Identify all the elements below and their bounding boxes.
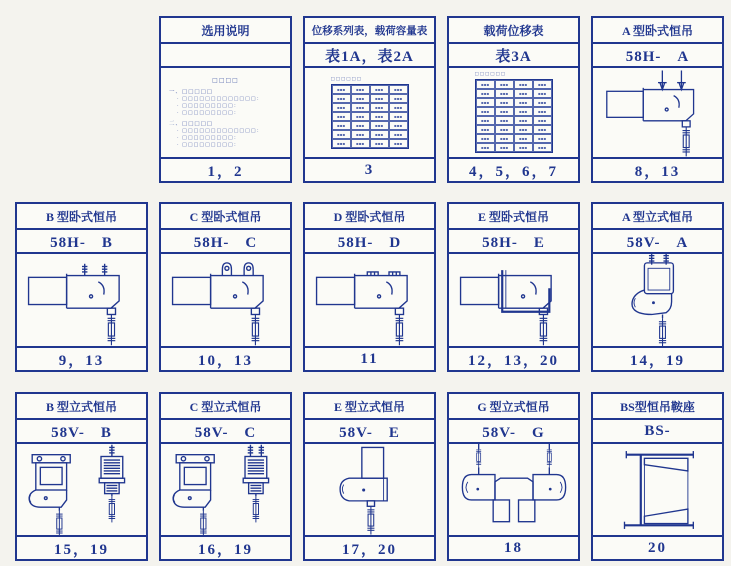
- cell-title: C 型卧式恒吊: [161, 204, 290, 230]
- drawing-vertical-hanger-a: [596, 254, 720, 346]
- cell-title: C 型立式恒吊: [161, 394, 290, 420]
- drawing-area: [449, 254, 578, 346]
- preview-line: · □□□□□□□□□：: [177, 134, 240, 141]
- cell-model-code: 58V- E: [305, 420, 434, 444]
- drawing-area: [305, 444, 434, 535]
- cell-title: D 型卧式恒吊: [305, 204, 434, 230]
- cell-model-code: 58H- B: [17, 230, 146, 254]
- cell-selection-notes: [159, 16, 292, 183]
- drawing-area: [593, 254, 722, 346]
- cell-title: 载荷位移表: [449, 18, 578, 44]
- drawing-area: [17, 444, 146, 535]
- preview-line: · □□□□□□□□□：: [177, 109, 240, 116]
- cell-page-numbers: 15，19: [17, 535, 146, 559]
- cell-page-numbers: 3: [305, 157, 434, 181]
- drawing-vertical-hanger-g-trapeze: [451, 444, 577, 535]
- drawing-area: [161, 444, 290, 535]
- cell-title: BS型恒吊鞍座: [593, 394, 722, 420]
- drawing-horizontal-hanger-a: [596, 68, 720, 157]
- mini-table-preview: □□□□□□ ▪▪▪ ▪▪▪ ▪▪▪ ▪▪▪ ▪▪▪ ▪▪▪ ▪▪▪ ▪▪▪ ▪▪▪ ▪▪▪ ▪▪▪ ▪▪▪ ▪▪▪ ▪▪▪ ▪▪▪ ▪▪▪ ▪▪▪ ▪▪▪ ▪▪▪ ▪▪▪ ▪▪▪ ▪▪▪ ▪▪▪ ▪▪▪ ▪▪▪ ▪▪▪ ▪▪▪ ▪▪▪ ▪▪▪ ▪▪▪ ▪▪▪ ▪▪▪: [475, 72, 553, 153]
- row-1: [15, 16, 731, 183]
- cell-58v-g: [447, 392, 580, 561]
- cell-page-numbers: 4，5，6，7: [449, 157, 578, 181]
- cell-page-numbers: 9，13: [17, 346, 146, 370]
- drawing-area: [593, 444, 722, 535]
- cell-table-ref: 表1A，表2A: [305, 44, 434, 68]
- drawing-area: [17, 254, 146, 346]
- preview-line: · □□□□□□□□□：: [177, 102, 240, 109]
- cell-page-numbers: 12，13，20: [449, 346, 578, 370]
- row-3: [15, 392, 731, 561]
- drawing-horizontal-hanger-b: [20, 254, 144, 346]
- mini-table-preview: □□□□□□ ▪▪▪ ▪▪▪ ▪▪▪ ▪▪▪ ▪▪▪ ▪▪▪ ▪▪▪ ▪▪▪ ▪▪▪ ▪▪▪ ▪▪▪ ▪▪▪ ▪▪▪ ▪▪▪ ▪▪▪ ▪▪▪ ▪▪▪ ▪▪▪ ▪▪▪ ▪▪▪ ▪▪▪ ▪▪▪ ▪▪▪ ▪▪▪ ▪▪▪ ▪▪▪ ▪▪▪ ▪▪▪: [331, 77, 409, 149]
- cell-title: G 型立式恒吊: [449, 394, 578, 420]
- cell-model-code: 58V- B: [17, 420, 146, 444]
- cell-58h-e: [447, 202, 580, 372]
- drawing-vertical-hanger-c-two-views: [163, 444, 289, 535]
- preview-heading-2: 二、□□□□□: [169, 120, 213, 127]
- row-2: [15, 202, 731, 372]
- cell-model-code: 58H- D: [305, 230, 434, 254]
- cell-page-numbers: 16，19: [161, 535, 290, 559]
- cell-bs-saddle: [591, 392, 724, 561]
- cell-title: E 型立式恒吊: [305, 394, 434, 420]
- cell-model-code: 58V- A: [593, 230, 722, 254]
- cell-58v-a: [591, 202, 724, 372]
- cell-58h-a: [591, 16, 724, 183]
- table-preview-3a: [449, 68, 578, 157]
- cell-load-displacement-table: [447, 16, 580, 183]
- cell-model-code: 58H- C: [161, 230, 290, 254]
- drawing-area: [449, 444, 578, 535]
- preview-heading-1: 一、□□□□□: [169, 88, 213, 95]
- drawing-area: [305, 254, 434, 346]
- cell-58h-c: [159, 202, 292, 372]
- drawing-vertical-hanger-b-two-views: [19, 444, 145, 535]
- cell-title: E 型卧式恒吊: [449, 204, 578, 230]
- cell-displacement-load-tables: [303, 16, 436, 183]
- preview-line: · □□□□□□□□□□□□□：: [177, 127, 263, 134]
- cell-table-ref: 表3A: [449, 44, 578, 68]
- cell-58v-b: [15, 392, 148, 561]
- cell-title: A 型立式恒吊: [593, 204, 722, 230]
- cell-58v-c: [159, 392, 292, 561]
- cell-title: B 型立式恒吊: [17, 394, 146, 420]
- cell-model-code: [161, 44, 290, 68]
- cell-model-code: 58V- G: [449, 420, 578, 444]
- cell-model-code: 58H- E: [449, 230, 578, 254]
- cell-page-numbers: 20: [593, 535, 722, 559]
- cell-page-numbers: 14，19: [593, 346, 722, 370]
- selection-notes-preview: [161, 68, 290, 157]
- drawing-vertical-hanger-e: [308, 444, 432, 535]
- cell-58h-b: [15, 202, 148, 372]
- cell-page-numbers: 1，2: [161, 157, 290, 181]
- cell-page-numbers: 11: [305, 346, 434, 370]
- drawing-horizontal-hanger-d: [308, 254, 432, 346]
- preview-line: · □□□□□□□□□：: [177, 141, 240, 148]
- cell-model-code: 58V- C: [161, 420, 290, 444]
- cell-page-numbers: 8，13: [593, 157, 722, 181]
- drawing-bs-saddle: [596, 444, 720, 535]
- drawing-area: [161, 254, 290, 346]
- table-preview-1a-2a: [305, 68, 434, 157]
- cell-58v-e: [303, 392, 436, 561]
- cell-58h-d: [303, 202, 436, 372]
- cell-page-numbers: 18: [449, 535, 578, 559]
- cell-page-numbers: 17，20: [305, 535, 434, 559]
- drawing-area: [593, 68, 722, 157]
- cell-model-code: BS-: [593, 420, 722, 444]
- drawing-horizontal-hanger-c: [164, 254, 288, 346]
- cell-title: 位移系列表，载荷容量表: [305, 18, 434, 44]
- cell-title: 选用说明: [161, 18, 290, 44]
- preview-line: · □□□□□□□□□□□□□：: [177, 95, 263, 102]
- cell-page-numbers: 10，13: [161, 346, 290, 370]
- cell-model-code: 58H- A: [593, 44, 722, 68]
- cell-title: B 型卧式恒吊: [17, 204, 146, 230]
- text-page-preview: [161, 73, 290, 153]
- preview-title: □□□□: [212, 76, 239, 84]
- cell-title: A 型卧式恒吊: [593, 18, 722, 44]
- row1-left-spacer: [15, 16, 148, 183]
- drawing-horizontal-hanger-e: [452, 254, 576, 346]
